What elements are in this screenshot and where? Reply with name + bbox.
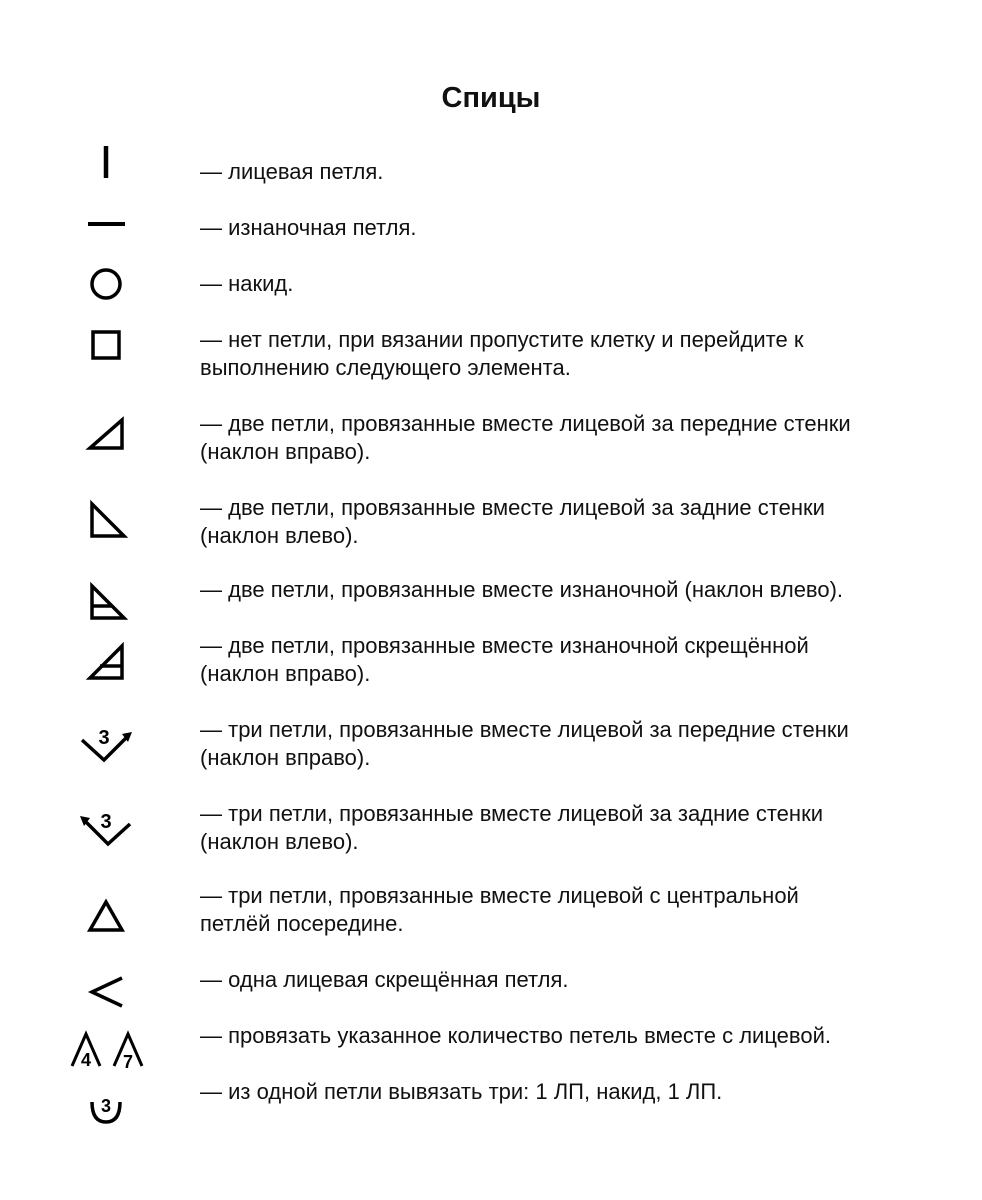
symbol-count-label: 3 [98, 727, 110, 749]
multi-together-icon [60, 1030, 152, 1090]
legend-text: — две петли, провязанные вместе изнаночной (наклон влево). [200, 577, 844, 602]
legend-text: — три петли, провязанные вместе лицевой с центральной петлёй посередине. [200, 883, 799, 936]
horizontal-bar-icon [70, 210, 142, 270]
triangle-up-icon [70, 900, 142, 960]
circle-icon [70, 266, 142, 326]
page-title: Спицы [441, 82, 541, 114]
legend-text: — провязать указанное количество петель вместе с лицевой. [200, 1023, 831, 1048]
less-than-icon [70, 976, 142, 1036]
increase-three-icon [70, 1090, 142, 1150]
three-together-left-arrow-icon [70, 806, 142, 866]
square-icon [70, 330, 142, 390]
legend-text: — три петли, провязанные вместе лицевой за передние стенки (наклон вправо). [200, 717, 849, 770]
legend-text: — накид. [200, 271, 294, 296]
legend-text: — из одной петли вывязать три: 1 ЛП, накид, 1 ЛП. [200, 1079, 723, 1104]
legend-text: — две петли, провязанные вместе изнаночной скрещённой (наклон вправо). [200, 633, 809, 686]
legend-text: — две петли, провязанные вместе лицевой за задние стенки (наклон влево). [200, 495, 825, 548]
symbol-count-right: 7 [122, 1052, 134, 1072]
triangle-left-slant-icon [70, 500, 142, 560]
triangle-right-slant-bar-icon [70, 644, 142, 704]
symbol-count-label: 3 [100, 811, 112, 833]
three-together-right-arrow-icon [70, 722, 142, 782]
legend-text: — одна лицевая скрещённая петля. [200, 967, 569, 992]
legend-text: — изнаночная петля. [200, 215, 417, 240]
legend-text: — две петли, провязанные вместе лицевой за передние стенки (наклон вправо). [200, 411, 851, 464]
legend-text: — нет петли, при вязании пропустите клетку и перейдите к выполнению следующего элемента. [200, 327, 804, 380]
triangle-right-slant-icon [70, 416, 142, 476]
vertical-bar-icon [70, 146, 142, 206]
symbol-count-label: 3 [100, 1096, 112, 1116]
triangle-left-slant-bar-icon [70, 582, 142, 642]
legend-text: — лицевая петля. [200, 159, 384, 184]
symbol-count-left: 4 [80, 1050, 92, 1070]
legend-text: — три петли, провязанные вместе лицевой за задние стенки (наклон влево). [200, 801, 823, 854]
